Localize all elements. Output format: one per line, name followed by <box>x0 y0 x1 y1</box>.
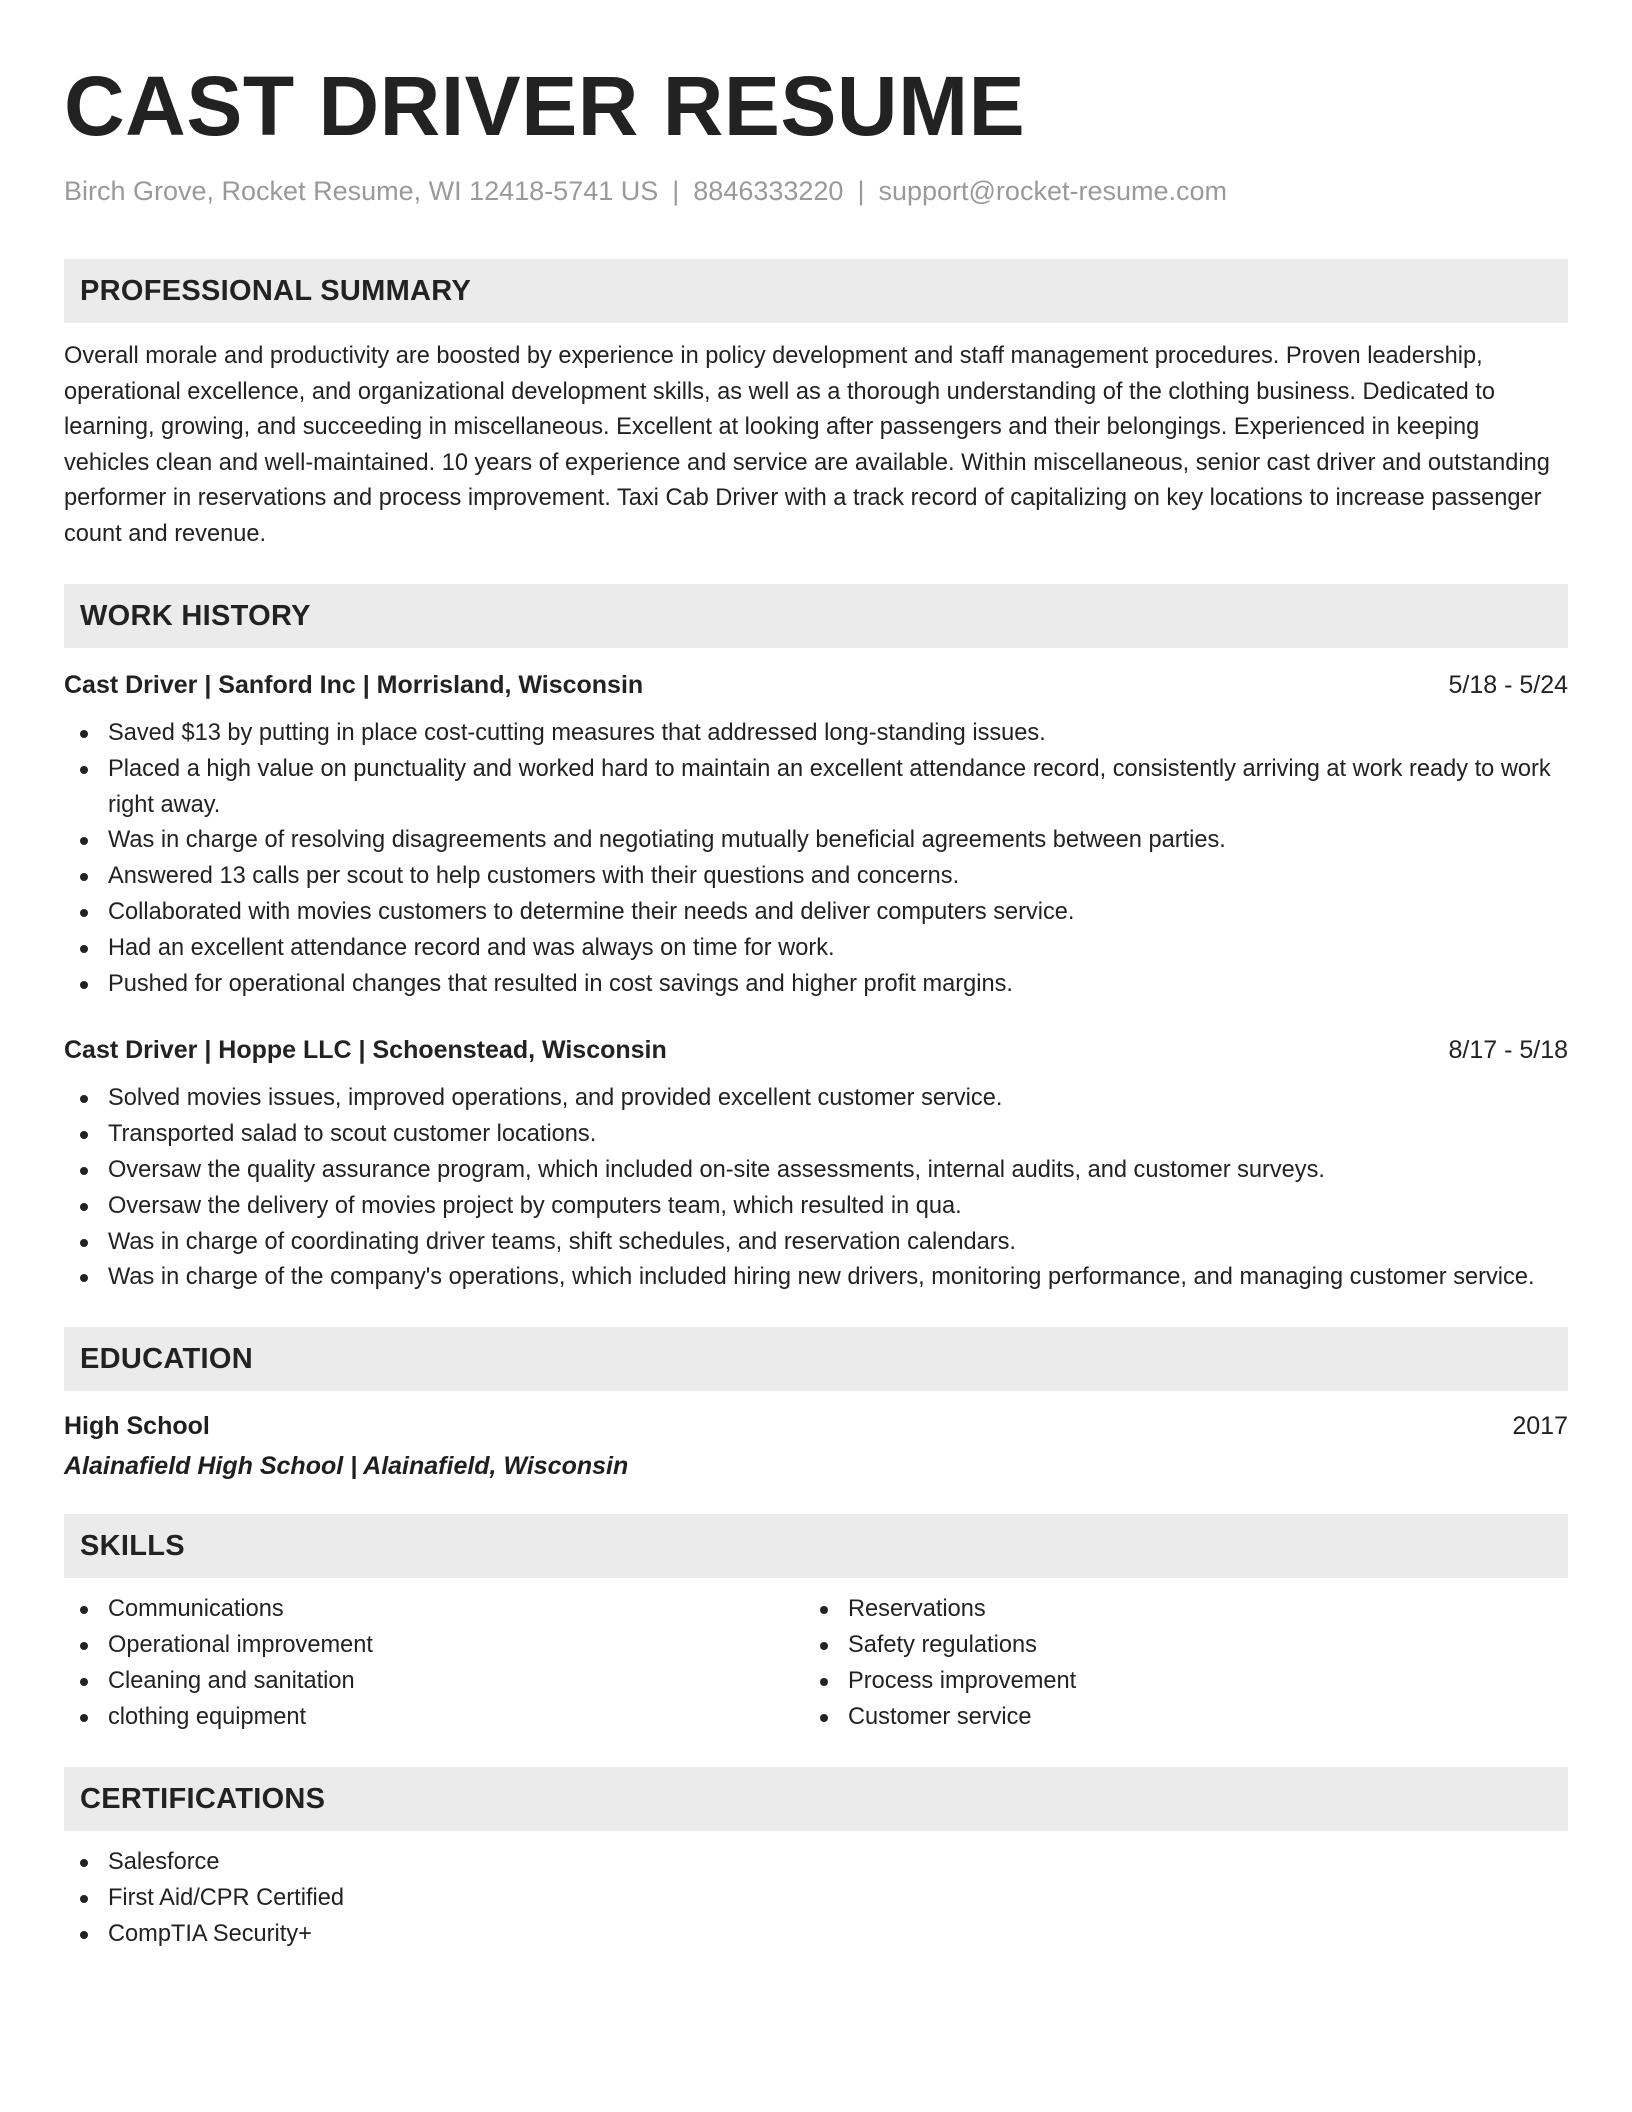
job-dates: 8/17 - 5/18 <box>1448 1036 1568 1065</box>
list-item: First Aid/CPR Certified <box>64 1881 1568 1917</box>
job-header <box>64 1033 1568 1067</box>
list-item: Salesforce <box>64 1845 1568 1881</box>
list-item: Was in charge of coordinating driver teams, shift schedules, and reservation calendars. <box>64 1225 1568 1261</box>
education-year: 2017 <box>1512 1412 1568 1441</box>
contact-phone: 8846333220 <box>693 176 844 206</box>
list-item: Reservations <box>804 1592 1544 1628</box>
list-item: Had an excellent attendance record and was always on time for work. <box>64 931 1568 967</box>
list-item: Placed a high value on punctuality and worked hard to maintain an excellent attendance record, consistently arriving at work ready to work right away. <box>64 752 1568 824</box>
list-item: CompTIA Security+ <box>64 1917 1568 1953</box>
skills-column-left <box>64 1592 804 1735</box>
job-header <box>64 668 1568 702</box>
section-header-certifications: CERTIFICATIONS <box>64 1767 1568 1831</box>
summary-text: Overall morale and productivity are boosted by experience in policy development and staff management procedures. Proven leadership, operational excellence, and organizational development skills, as well as a thorough understanding of the clothing business. Dedicated to learning, growing, and succeeding in miscellaneous. Excellent at looking after passengers and their belongings. Experienced in keeping vehicles clean and well-maintained. 10 years of experience and service are available. Within miscellaneous, senior cast driver and outstanding performer in reservations and process improvement. Taxi Cab Driver with a track record of capitalizing on key locations to increase passenger count and revenue. <box>64 343 1550 547</box>
list-item: Operational improvement <box>64 1628 804 1664</box>
list-item: Answered 13 calls per scout to help customers with their questions and concerns. <box>64 859 1568 895</box>
section-header-work-history: WORK HISTORY <box>64 584 1568 648</box>
resume-title: CAST DRIVER RESUME <box>64 59 1026 153</box>
list-item: Saved $13 by putting in place cost-cutting measures that addressed long-standing issues. <box>64 716 1568 752</box>
list-item: Safety regulations <box>804 1628 1544 1664</box>
certifications-list <box>64 1845 1568 1952</box>
list-item: Cleaning and sanitation <box>64 1664 804 1700</box>
job-title: Cast Driver | Hoppe LLC | Schoenstead, Wisconsin <box>64 1036 667 1065</box>
skills-column-right <box>804 1592 1544 1735</box>
list-item: Customer service <box>804 1700 1544 1736</box>
job-title: Cast Driver | Sanford Inc | Morrisland, Wisconsin <box>64 671 644 699</box>
contact-line <box>64 174 1568 208</box>
contact-separator: | <box>672 176 680 206</box>
list-item: Was in charge of the company's operations, which included hiring new drivers, monitoring performance, and managing customer service. <box>64 1260 1568 1296</box>
list-item: Communications <box>64 1592 804 1628</box>
list-item: Oversaw the delivery of movies project by computers team, which resulted in qua. <box>64 1189 1568 1225</box>
list-item: clothing equipment <box>64 1700 804 1736</box>
section-header-summary: PROFESSIONAL SUMMARY <box>64 259 1568 323</box>
education-degree: High School <box>64 1412 210 1441</box>
contact-separator: | <box>857 176 865 206</box>
list-item: Was in charge of resolving disagreements and negotiating mutually beneficial agreements between parties. <box>64 823 1568 859</box>
job-bullets <box>64 716 1568 1002</box>
list-item: Solved movies issues, improved operations, and provided excellent customer service. <box>64 1081 1568 1117</box>
education-school: Alainafield High School | Alainafield, Wisconsin <box>64 1452 629 1481</box>
section-header-skills: SKILLS <box>64 1514 1568 1578</box>
contact-email: support@rocket-resume.com <box>878 176 1227 206</box>
list-item: Pushed for operational changes that resulted in cost savings and higher profit margins. <box>64 967 1568 1003</box>
job-dates: 5/18 - 5/24 <box>1448 671 1568 699</box>
list-item: Collaborated with movies customers to determine their needs and deliver computers service. <box>64 895 1568 931</box>
skills-grid <box>64 1592 1568 1735</box>
education-header <box>64 1409 1568 1443</box>
section-header-education: EDUCATION <box>64 1327 1568 1391</box>
list-item: Oversaw the quality assurance program, which included on-site assessments, internal audits, and customer surveys. <box>64 1153 1568 1189</box>
list-item: Process improvement <box>804 1664 1544 1700</box>
contact-address: Birch Grove, Rocket Resume, WI 12418-5741 US <box>64 176 659 206</box>
job-bullets <box>64 1081 1568 1296</box>
list-item: Transported salad to scout customer locations. <box>64 1117 1568 1153</box>
